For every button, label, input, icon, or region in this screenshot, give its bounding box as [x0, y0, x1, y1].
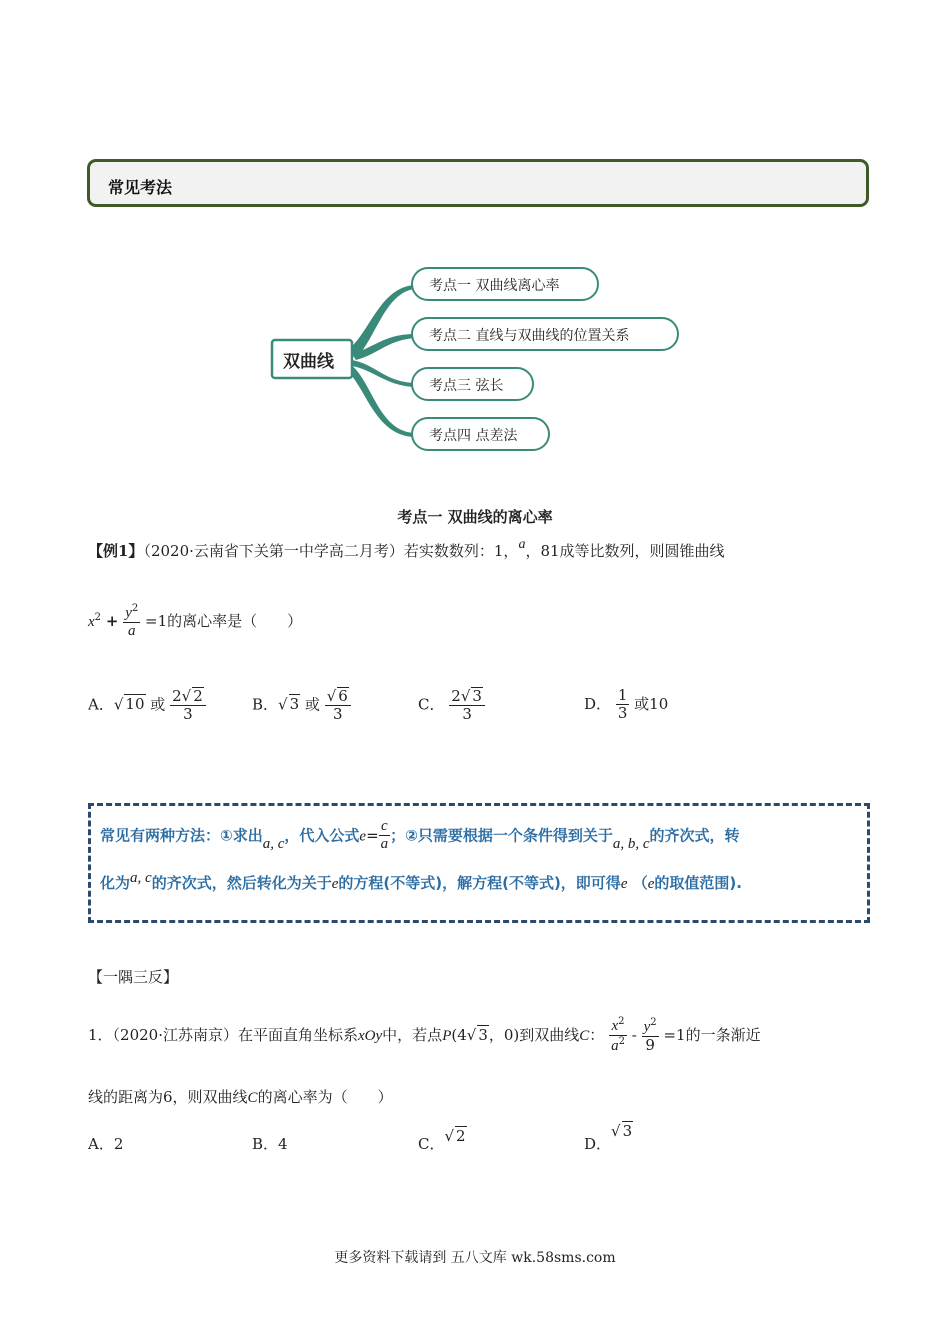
mindmap-branch-1: 考点一 双曲线离心率: [429, 278, 560, 294]
tip-line2-e3: e: [647, 876, 655, 892]
tip-line1-e: e: [359, 828, 367, 845]
option-c-den: 3: [462, 705, 472, 724]
q1-minus: -: [631, 1025, 637, 1044]
tip-line2-a: 化为: [100, 874, 131, 892]
q1-a: 在平面直角坐标系: [238, 1025, 359, 1044]
option-b-den: 3: [333, 705, 343, 724]
mindmap-connectors: [346, 285, 415, 437]
eq-x-exp: 2: [94, 611, 102, 623]
q1-option-a: A．2: [88, 1135, 124, 1153]
q1-option-c-label: C．: [418, 1135, 445, 1153]
example1-equation: [88, 603, 302, 641]
q1-colon: ：: [589, 1025, 605, 1044]
option-c-fraction: $\frac{2√ 3}{3}$: [449, 687, 485, 724]
q1-paren: (4: [451, 1025, 467, 1044]
q1-x: x: [611, 1018, 619, 1034]
q1-nine: 9: [645, 1036, 655, 1055]
option-a: A．√ 10 或 $\frac{2√ 2}{3}$: [88, 687, 206, 724]
q1-sqrt: 3: [478, 1025, 488, 1044]
option-d-tail: 10: [649, 694, 669, 713]
q1-fraction-x: [609, 1016, 627, 1056]
tip-line1-c2: ；②只需要根据一个条件得到关于: [390, 826, 613, 845]
option-a-label: A．: [88, 695, 114, 714]
tip-line1-a: 常见有两种方法：①求出: [100, 826, 263, 845]
tip-formula-fraction: [379, 818, 391, 854]
tip-line2-vars: a, c: [130, 870, 152, 886]
option-c-label: C．: [418, 695, 445, 714]
q1-P: P: [442, 1027, 452, 1044]
eq-fraction: [123, 603, 140, 641]
option-b-fraction: $\frac{√ 6}{3}$: [325, 687, 351, 724]
eq-plus: +: [105, 611, 119, 630]
option-a-num-sqrt: 2: [193, 687, 203, 705]
tip-line1-a2: a: [380, 836, 389, 853]
tip-line2-e1: e: [331, 876, 339, 892]
option-a-coef: 2: [172, 687, 182, 705]
tip-line2-e2: e: [620, 876, 628, 892]
option-d-den: 3: [617, 704, 628, 723]
option-c-coef: 2: [451, 687, 461, 705]
q1-option-d-sqrt: 3: [622, 1122, 633, 1140]
option-b: B．√ 3 或 $\frac{√ 6}{3}$: [252, 687, 351, 724]
q1-d: 的一条渐近: [685, 1025, 761, 1044]
example1-stem-c: 的离心率是（ ）: [167, 611, 303, 630]
page-footer: 更多资料下载请到 五八文库 wk.58sms.com: [334, 1250, 616, 1266]
practice-heading: 【一隅三反】: [88, 968, 179, 986]
q1-a-exp: 2: [618, 1036, 625, 1048]
example1-tag: 【例1】: [88, 542, 144, 560]
option-b-or: 或: [304, 695, 320, 714]
example1-stem-b: ，81成等比数列，则圆锥曲线: [525, 542, 725, 560]
option-a-or: 或: [150, 695, 166, 714]
tip-line2-b: 的齐次式，然后转化为关于: [151, 874, 332, 892]
tip-line1-vars1: a, c: [262, 836, 285, 853]
q1-option-b: B．4: [252, 1135, 288, 1153]
option-b-label: B．: [252, 695, 279, 714]
q1-y: y: [643, 1019, 651, 1035]
tip-line1-c: c: [379, 818, 391, 836]
tip-line1-b: ，代入公式: [284, 826, 360, 845]
option-a-fraction: $\frac{2√ 2}{3}$: [170, 687, 206, 724]
eq-y: y: [125, 605, 132, 621]
option-d-or: 或: [634, 694, 650, 713]
eq-y-exp: 2: [131, 603, 139, 614]
q1-y-exp: 2: [650, 1017, 657, 1028]
q1-num: 1．: [88, 1025, 113, 1044]
example1-source: （2020·云南省下关第一中学高二月考）: [143, 542, 404, 560]
mindmap-branch-4: 考点四 点差法: [429, 428, 518, 444]
option-c-num-sqrt: 3: [472, 687, 482, 705]
mindmap-branch-3: 考点三 弦长: [429, 378, 504, 394]
option-b-sqrt: 3: [289, 695, 300, 714]
q1-rhs: =1: [663, 1025, 686, 1044]
tip-line1-vars2: a, b, c: [612, 836, 650, 853]
tip-line-1: [100, 818, 740, 854]
eq-rhs: =1: [145, 611, 168, 630]
q1-a2: a: [611, 1038, 619, 1055]
q1-line2-b: 的离心率为（ ）: [257, 1088, 393, 1106]
option-c: [418, 687, 485, 724]
option-d-label: D．: [584, 694, 612, 713]
q1-option-c: C．√ 2: [418, 1127, 466, 1153]
q1-x-exp: 2: [618, 1016, 625, 1027]
q1-xoy: xOy: [358, 1027, 383, 1044]
option-d: [584, 687, 668, 723]
example1-stem: [88, 537, 725, 561]
tip-line-2: [100, 872, 742, 893]
q1-option-d-label: D．: [584, 1135, 612, 1153]
example1-var-a: a: [518, 537, 526, 552]
section-header-title: 常见考法: [108, 178, 173, 197]
q1-fraction-y: [642, 1017, 659, 1055]
option-a-den: 3: [183, 705, 193, 724]
tip-line2-paren: （: [632, 874, 648, 892]
option-b-num-sqrt: 6: [338, 687, 348, 705]
example1-stem-a: 若实数数列：1，: [403, 542, 519, 560]
q1-source: （2020·江苏南京）: [112, 1025, 238, 1044]
q1-line2-a: 线的距离为6，则双曲线: [88, 1088, 248, 1106]
practice-q1-line1: 1．（2020·江苏南京）在平面直角坐标系xOy中，若点P(4√ 3，0)到双曲线C： $\frac{x^2}{a^2}$ - $\frac{y^2}{9}$ =1的一条渐近: [88, 1016, 761, 1055]
tip-line2-d: 的取值范围).: [654, 874, 742, 892]
tip-line1-d: 的齐次式，转: [649, 826, 740, 845]
mindmap-root-label: 双曲线: [283, 352, 334, 372]
practice-q1-line2: [88, 1086, 393, 1107]
tip-line2-c: 的方程(不等式)，解方程(不等式)，即可得: [338, 874, 621, 892]
section-title: 考点一 双曲线的离心率: [397, 508, 553, 526]
eq-x: x: [88, 613, 95, 630]
option-a-sqrt: 10: [125, 695, 145, 714]
q1-line2-C: C: [247, 1090, 258, 1106]
q1-b: 中，若点: [382, 1025, 443, 1044]
q1-c: ，0)到双曲线: [488, 1025, 580, 1044]
option-d-num: 1: [617, 686, 628, 704]
section-header-box: [87, 159, 869, 207]
eq-a: a: [127, 623, 136, 640]
mindmap-branch-2: 考点二 直线与双曲线的位置关系: [429, 328, 630, 344]
tip-line1-eq: =: [366, 826, 379, 845]
q1-option-d: D．√ 3: [584, 1122, 633, 1153]
q1-option-c-sqrt: 2: [456, 1127, 466, 1145]
option-d-fraction: [616, 687, 630, 723]
q1-C: C: [579, 1027, 590, 1044]
